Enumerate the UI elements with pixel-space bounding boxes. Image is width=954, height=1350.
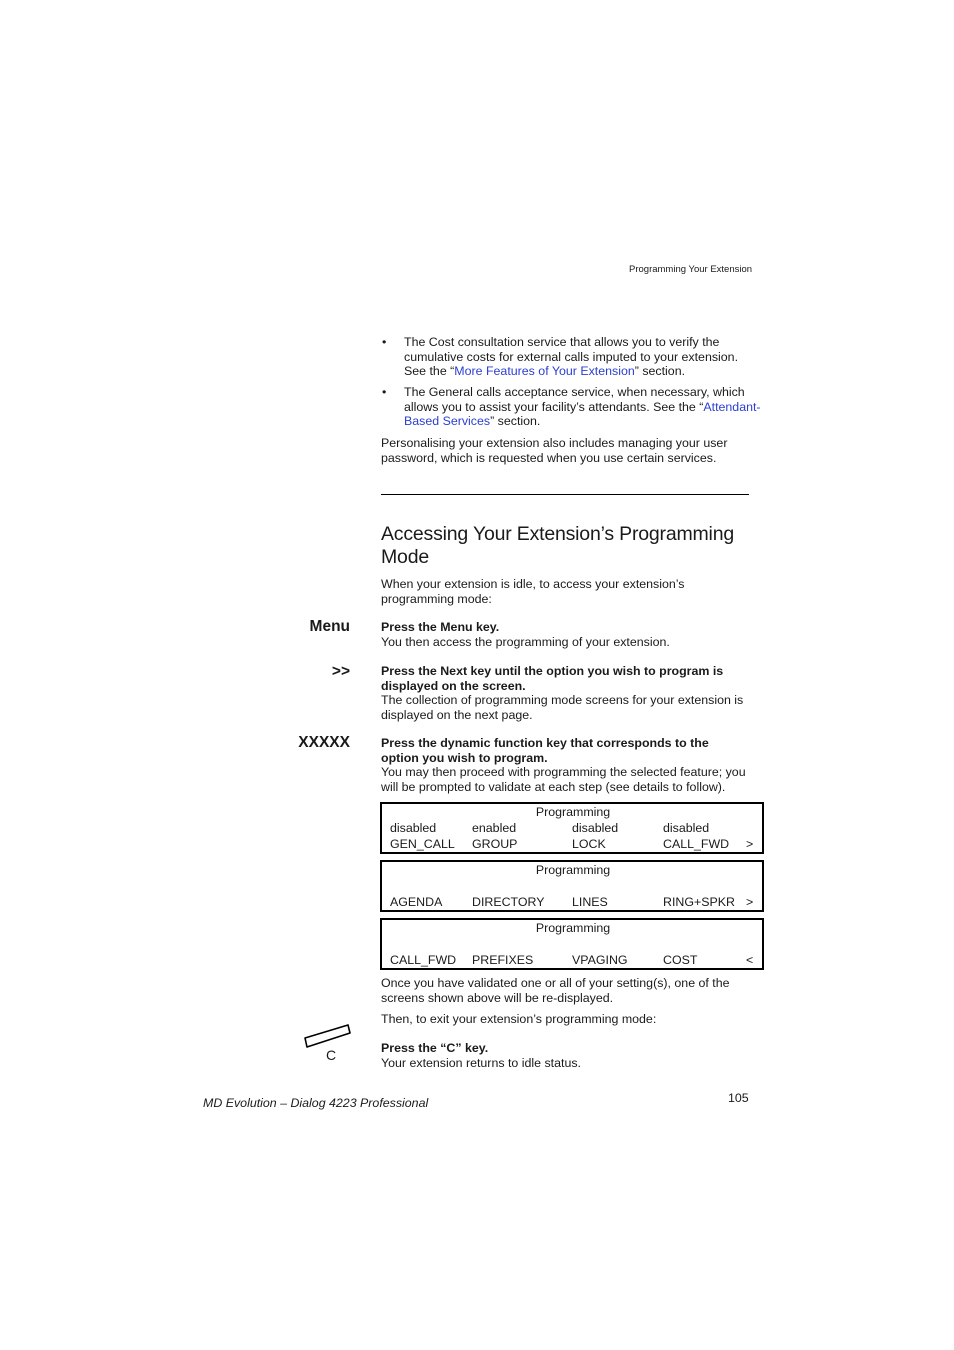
bullet-marker: • xyxy=(382,335,387,349)
softkey-cost[interactable]: COST xyxy=(663,953,698,967)
bullet-line xyxy=(404,364,754,379)
softkey-ring-spkr[interactable]: RING+SPKR xyxy=(663,895,735,909)
text-fragment: allows you to assist your facility’s attendants. See the “ xyxy=(404,399,704,414)
step-description: Your extension returns to idle status. xyxy=(381,1055,581,1070)
phone-screen-2 xyxy=(380,860,764,912)
screen-status: disabled xyxy=(572,821,619,835)
section-intro xyxy=(381,577,751,606)
screen-status: disabled xyxy=(390,821,437,835)
step-description: displayed on the next page. xyxy=(381,707,533,722)
paragraph-line: Personalising your extension also includes managing your user xyxy=(381,436,728,450)
softkey-call-fwd[interactable]: CALL_FWD xyxy=(390,953,457,967)
screen-title: Programming xyxy=(535,863,611,877)
running-header: Programming Your Extension xyxy=(629,264,753,275)
step-next xyxy=(381,664,756,722)
page-number: 105 xyxy=(728,1091,749,1105)
step-description: will be prompted to validate at each step (see details to follow). xyxy=(381,779,726,794)
screen-title: Programming xyxy=(535,805,611,819)
footer-title: MD Evolution – Dialog 4223 Professional xyxy=(203,1096,429,1110)
section-divider xyxy=(381,494,749,495)
paragraph-line: When your extension is idle, to access your extension’s xyxy=(381,577,685,591)
softkey-prefixes[interactable]: PREFIXES xyxy=(472,953,534,967)
softkey-gen-call[interactable]: GEN_CALL xyxy=(390,837,455,851)
step-instruction: displayed on the screen. xyxy=(381,678,526,693)
paragraph-line: programming mode: xyxy=(381,591,492,606)
intro-paragraph xyxy=(381,436,751,465)
paragraph-line: screens shown above will be re-displayed. xyxy=(381,990,614,1005)
step-instruction: Press the Menu key. xyxy=(381,620,500,634)
next-arrow[interactable]: > xyxy=(746,837,754,851)
c-key-icon xyxy=(302,1022,354,1066)
bullet-line: The General calls acceptance service, when necessary, which xyxy=(404,385,745,399)
previous-arrow[interactable]: < xyxy=(746,953,754,967)
softkey-directory[interactable]: DIRECTORY xyxy=(472,895,545,909)
softkey-agenda[interactable]: AGENDA xyxy=(390,895,443,909)
text-fragment: ” section. xyxy=(634,364,686,378)
softkey-call-fwd[interactable]: CALL_FWD xyxy=(663,837,730,851)
step-description: You then access the programming of your extension. xyxy=(381,634,670,649)
step-instruction: Press the Next key until the option you wish to program is xyxy=(381,664,724,678)
exit-intro: Then, to exit your extension’s programming mode: xyxy=(381,1012,657,1026)
phone-screen-3 xyxy=(380,918,764,970)
step-instruction: Press the dynamic function key that corresponds to the xyxy=(381,736,709,750)
menu-key-label: Menu xyxy=(309,618,350,635)
link-more-features[interactable]: More Features of Your Extension xyxy=(454,364,635,378)
step-dynamic-key xyxy=(381,736,756,794)
bullet-line xyxy=(404,400,764,415)
after-screens-text xyxy=(381,976,756,1005)
text-fragment: See the “ xyxy=(404,364,455,378)
bullet-line: The Cost consultation service that allows you to verify the xyxy=(404,335,720,349)
c-key-label: C xyxy=(326,1047,337,1063)
dynamic-key-label: XXXXX xyxy=(298,734,350,751)
screen-status: enabled xyxy=(472,821,517,835)
phone-screen-1 xyxy=(380,802,764,854)
next-arrow[interactable]: > xyxy=(746,895,754,909)
softkey-lines[interactable]: LINES xyxy=(572,895,608,909)
bullet-marker: • xyxy=(382,385,387,399)
screen-status: disabled xyxy=(663,821,710,835)
step-description: You may then proceed with programming the selected feature; you xyxy=(381,765,746,779)
next-key-label: >> xyxy=(331,663,350,680)
link-attendant-based-services-cont[interactable]: Based Services xyxy=(404,414,491,428)
step-menu xyxy=(381,620,756,649)
bullet-line: cumulative costs for external calls imputed to your extension. xyxy=(404,349,739,364)
softkey-group[interactable]: GROUP xyxy=(472,837,518,851)
step-description: The collection of programming mode screens for your extension is xyxy=(381,693,744,707)
paragraph-line: Once you have validated one or all of your setting(s), one of the xyxy=(381,976,730,990)
bullet-line xyxy=(404,414,764,429)
step-instruction: option you wish to program. xyxy=(381,750,548,765)
section-title xyxy=(381,523,761,569)
step-instruction: Press the “C” key. xyxy=(381,1041,489,1055)
step-c-key xyxy=(381,1041,756,1070)
title-line: Accessing Your Extension’s Programming xyxy=(381,523,734,545)
text-fragment: ” section. xyxy=(490,414,541,428)
softkey-vpaging[interactable]: VPAGING xyxy=(572,953,628,967)
screen-title: Programming xyxy=(535,921,611,935)
softkey-lock[interactable]: LOCK xyxy=(572,837,606,851)
title-line: Mode xyxy=(381,546,429,568)
paragraph-line: password, which is requested when you use certain services. xyxy=(381,450,717,465)
link-attendant-based-services[interactable]: Attendant- xyxy=(703,399,761,414)
bullet-item-cost xyxy=(404,335,754,379)
bullet-item-general-calls xyxy=(404,385,764,429)
